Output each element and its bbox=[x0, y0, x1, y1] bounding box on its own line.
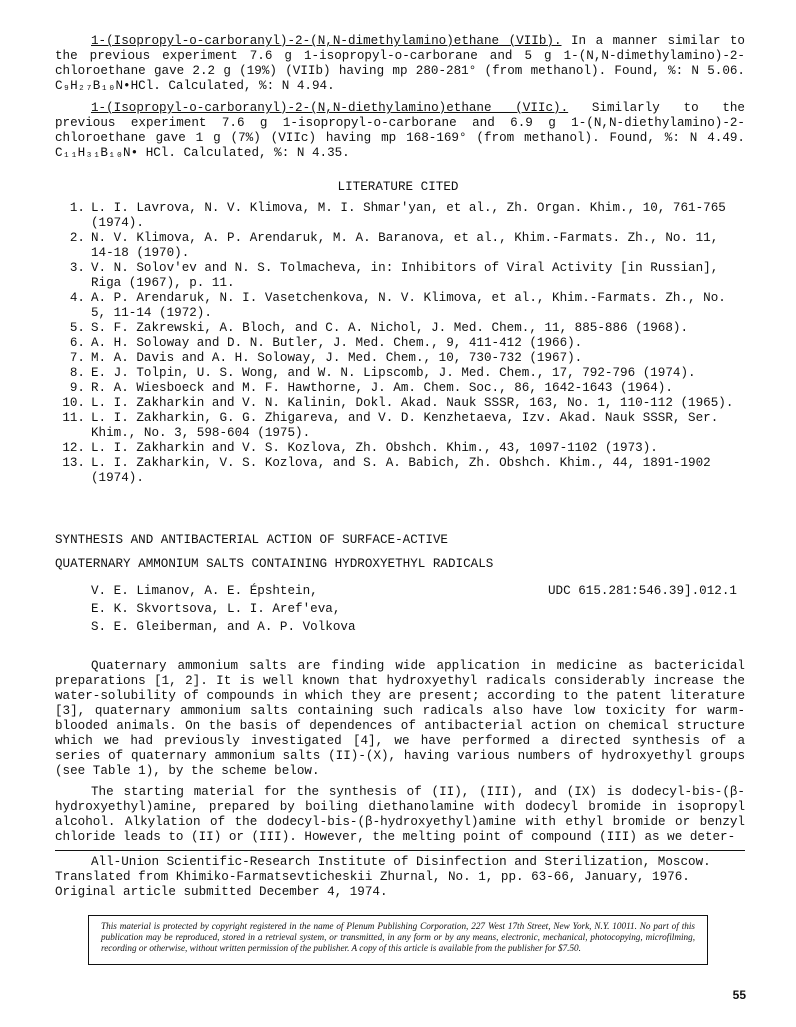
article-title bbox=[55, 533, 745, 581]
reference-item: 6. A. H. Soloway and D. N. Butler, J. Med. Chem., 9, 411-412 (1966). bbox=[69, 336, 583, 350]
reference-item: 8. E. J. Tolpin, U. S. Wong, and W. N. Lipscomb, J. Med. Chem., 17, 792-796 (1974). bbox=[69, 366, 696, 380]
reference-item: 12. L. I. Zakharkin and V. S. Kozlova, Zh. Obshch. Khim., 43, 1097-1102 (1973). bbox=[62, 441, 658, 455]
literature-cited-heading: LITERATURE CITED bbox=[337, 180, 459, 194]
author-line: V. E. Limanov, A. E. Épshtein, bbox=[91, 584, 318, 598]
reference-item: 9. R. A. Wiesboeck and M. F. Hawthorne, J. Am. Chem. Soc., 86, 1642-1643 (1964). bbox=[69, 381, 673, 395]
experiment-viib-text: In a manner similar to the previous experiment 7.6 g 1-isopropyl-o-carborane and 5 g 1-(N,N-dimethylamino)-2-chloroethane gave 2.2 g (19%) (VIIb) having mp 280-281° (from methanol). Found, %: N 5.06. C₉H₂₇B₁₀N•HCl. Calculated, %: N 4.94. bbox=[55, 34, 745, 93]
article-title-line-2: QUATERNARY AMMONIUM SALTS CONTAINING HYDROXYETHYL RADICALS bbox=[55, 557, 494, 571]
reference-item: 1. L. I. Lavrova, N. V. Klimova, M. I. Shmar'yan, et al., Zh. Organ. Khim., 10, 761-765 (1974). bbox=[69, 201, 726, 230]
copyright-notice-box bbox=[88, 915, 708, 965]
affiliation-footnote bbox=[55, 855, 745, 900]
reference-item: 4. A. P. Arendaruk, N. I. Vasetchenkova, N. V. Klimova, et al., Khim.-Farmats. Zh., No. 5, 11-14 (1972). bbox=[69, 291, 726, 320]
reference-item: 5. S. F. Zakrewski, A. Bloch, and C. A. Nichol, J. Med. Chem., 11, 885-886 (1968). bbox=[69, 321, 689, 335]
synthesis-paragraph bbox=[55, 785, 745, 845]
reference-list bbox=[55, 201, 745, 486]
experiment-viic-heading: 1-(Isopropyl-o-carboranyl)-2-(N,N-diethylamino)ethane (VIIc). bbox=[91, 101, 569, 115]
reference-item: 3. V. N. Solov'ev and N. S. Tolmacheva, in: Inhibitors of Viral Activity [in Russian], Riga (1967), p. 11. bbox=[69, 261, 719, 290]
synthesis-text: The starting material for the synthesis of (II), (III), and (IX) is dodecyl-bis-(β-hydroxyethyl)amine, prepared by boiling diethanolamine with dodecyl bromide in isopropyl alcohol. Alkylation of the dodecyl-bis-(β-hydroxyethyl)amine with ethyl bromide or benzyl chloride leads to (II) or (III). However, the melting point of compound (III) as we deter- bbox=[55, 785, 745, 844]
experiment-viic-text: Similarly to the previous experiment 7.6 g 1-isopropyl-o-carborane and 6.9 g 1-(N,N-diethylamino)-2-chloroethane gave 1 g (7%) (VIIc) having mp 168-169° (from methanol). Found, %: N 4.49. C₁₁H₃₁B₁₀N• HCl. Calculated, %: N 4.35. bbox=[55, 101, 745, 160]
reference-item: 7. M. A. Davis and A. H. Soloway, J. Med. Chem., 10, 730-732 (1967). bbox=[69, 351, 583, 365]
author-list bbox=[91, 584, 356, 638]
copyright-notice-text: This material is protected by copyright registered in the name of Plenum Publishing Corporation, 227 West 17th Street, New York, N.Y. 10011. No part of this publication may be reproduced, stored in a retrieval system, or transmitted, in any form or by any means, electronic, mechanical, photocopying, microfilming, recording or otherwise, without written permission of the publisher. A copy of this article is available from the publisher for $7.50. bbox=[101, 921, 695, 953]
affiliation-text: All-Union Scientific-Research Institute of Disinfection and Sterilization, Moscow. Translated from Khimiko-Farmatsevticheskii Zhurnal, No. 1, pp. 63-66, January, 1976. Original article submitted December 4, 1974. bbox=[55, 855, 711, 899]
reference-item: 2. N. V. Klimova, A. P. Arendaruk, M. A. Baranova, et al., Khim.-Farmats. Zh., No. 11, 14-18 (1970). bbox=[69, 231, 719, 260]
udc-code: UDC 615.281:546.39].012.1 bbox=[548, 584, 737, 598]
author-line: E. K. Skvortsova, L. I. Aref'eva, bbox=[91, 602, 341, 616]
intro-paragraph bbox=[55, 659, 745, 779]
experiment-viic-paragraph bbox=[55, 101, 745, 161]
footnote-divider bbox=[55, 850, 745, 851]
reference-item: 11. L. I. Zakharkin, G. G. Zhigareva, and V. D. Kenzhetaeva, Izv. Akad. Nauk SSSR, Ser. Khim., No. 3, 598-604 (1975). bbox=[62, 411, 719, 440]
experiment-viib-heading: 1-(Isopropyl-o-carboranyl)-2-(N,N-dimethylamino)ethane (VIIb). bbox=[91, 34, 562, 48]
reference-item: 10. L. I. Zakharkin and V. N. Kalinin, Dokl. Akad. Nauk SSSR, 163, No. 1, 110-112 (1965). bbox=[62, 396, 734, 410]
intro-text: Quaternary ammonium salts are finding wide application in medicine as bactericidal preparations [1, 2]. It is well known that hydroxyethyl radicals considerably increase the water-solubility of compounds in which they are present; according to the patent literature [3], quaternary ammonium salts containing such radicals also have low toxicity for warm-blooded animals. On the basis of dependences of antibacterial action on chemical structure which we had previously investigated [4], we have performed a directed synthesis of a series of quaternary ammonium salts (II)-(X), having various numbers of hydroxyethyl groups (see Table 1), by the scheme below. bbox=[55, 659, 745, 778]
page-number: 55 bbox=[732, 988, 746, 1002]
article-title-line-1: SYNTHESIS AND ANTIBACTERIAL ACTION OF SURFACE-ACTIVE bbox=[55, 533, 448, 547]
author-line: S. E. Gleiberman, and A. P. Volkova bbox=[91, 620, 356, 634]
experiment-viib-paragraph bbox=[55, 34, 745, 94]
reference-item: 13. L. I. Zakharkin, V. S. Kozlova, and S. A. Babich, Zh. Obshch. Khim., 44, 1891-1902 (1974). bbox=[62, 456, 711, 485]
